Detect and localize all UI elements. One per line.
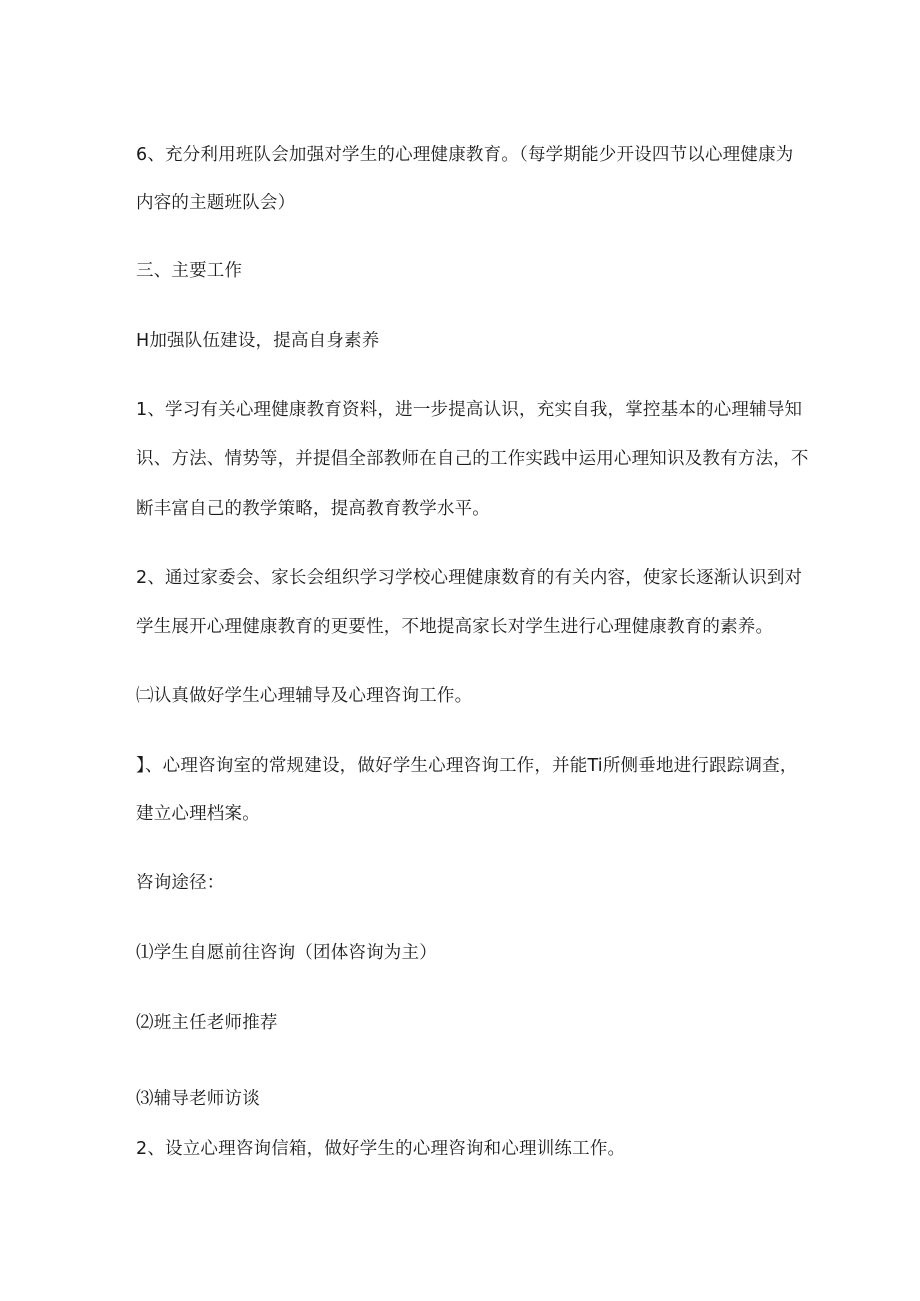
paragraph-line: 6、充分利用班队会加强对学生的心理健康教育。（每学期能少开设四节以心理健康为	[136, 145, 794, 165]
list-item: ⑴学生自愿前往咨询（团体咨询为主）	[136, 943, 437, 963]
subsection-heading: ㈡认真做好学生心理辅导及心理咨询工作。	[136, 686, 473, 706]
paragraph-line: 内容的主题班队会）	[136, 193, 296, 213]
paragraph-line: 学生展开心理健康教育的更要性，不地提高家长对学生进行心理健康教育的素养。	[136, 617, 774, 637]
paragraph-line: 】、心理咨询室的常规建设，做好学生心理咨询工作，并能Ti所侧垂地进行跟踪调查，	[136, 756, 798, 776]
list-item: ⑵班主任老师推荐	[136, 1013, 278, 1033]
paragraph-line: 2、通过家委会、家长会组织学习学校心理健康数育的有关内容，使家长逐渐认识到对	[136, 568, 803, 588]
paragraph-line: 断丰富自己的教学策略，提高教育教学水平。	[136, 499, 490, 519]
paragraph-line: 2、设立心理咨询信箱，做好学生的心理咨询和心理训练工作。	[136, 1139, 626, 1159]
section-heading: 三、主要工作	[136, 261, 243, 281]
paragraph-line: 建立心理档案。	[136, 804, 260, 824]
paragraph-line: 咨询途径：	[136, 873, 225, 893]
subsection-heading: H加强队伍建设，提高自身素养	[136, 331, 380, 351]
paragraph-line: 1、学习有关心理健康教育资料，进一步提高认识，充实自我，掌控基本的心理辅导知	[136, 400, 803, 420]
list-item: ⑶辅导老师访谈	[136, 1089, 260, 1109]
paragraph-line: 识、方法、情势等，并提倡全部教师在自己的工作实践中运用心理知识及教有方法，不	[136, 449, 809, 469]
